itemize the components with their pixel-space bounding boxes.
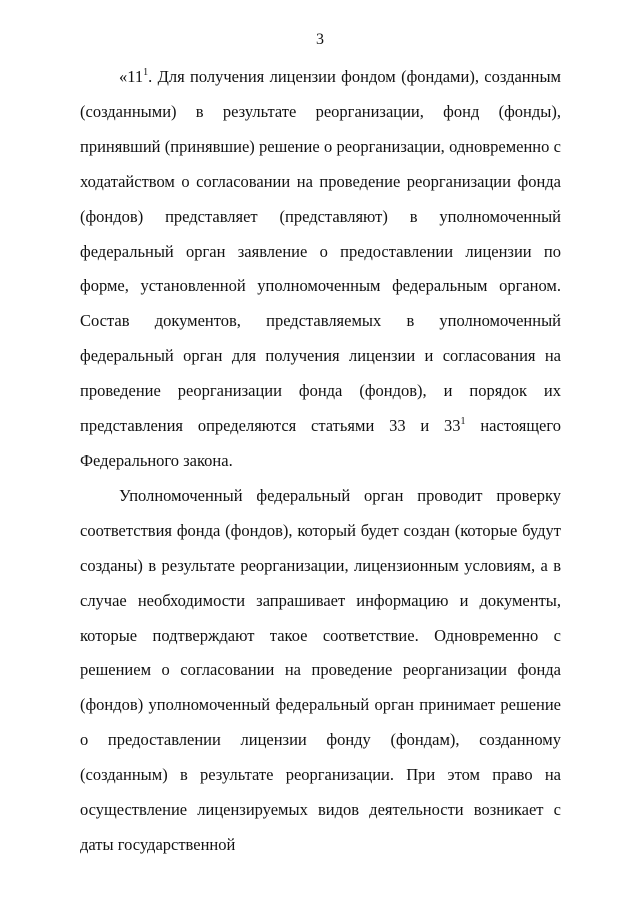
- paragraph-compliance-check: [80, 479, 561, 863]
- document-body: [80, 60, 561, 863]
- page-number: 3: [316, 31, 324, 48]
- superscript: 1: [460, 415, 466, 427]
- text-run: настоящего Федерального закона.: [80, 416, 561, 470]
- paragraph-license-application: [80, 60, 561, 479]
- text-run: . Для получения лицензии фондом (фондами), созданным (созданными) в результате реорганизации, фонд (фонды), принявший (принявшие) решение о реорганизации, одновременно с ходатайством о согласовании на проведение реорганизации фонда (фондов) представляет (представляют) в уполномоченный федеральный орган заявление о предоставлении лицензии по форме, установленной уполномоченным федеральным органом. Состав документов, представляемых в уполномоченный федеральный орган для получения лицензии и согласования на проведение реорганизации фонда (фондов), и порядок их представления определяются статьями 33 и 33: [80, 67, 561, 436]
- superscript: 1: [143, 66, 149, 78]
- text-run: Уполномоченный федеральный орган проводит проверку соответствия фонда (фондов), который будет создан (которые будут созданы) в результате реорганизации, лицензионным условиям, а в случае необходимости запрашивает информацию и документы, которые подтверждают такое соответствие. Одновременно с решением о согласовании на проведение реорганизации фонда (фондов) уполномоченный федеральный орган принимает решение о предоставлении лицензии фонду (фондам), созданному (созданным) в результате реорганизации. При этом право на осуществление лицензируемых видов деятельности возникает с даты государственной: [80, 485, 561, 854]
- text-run: «11: [119, 67, 144, 86]
